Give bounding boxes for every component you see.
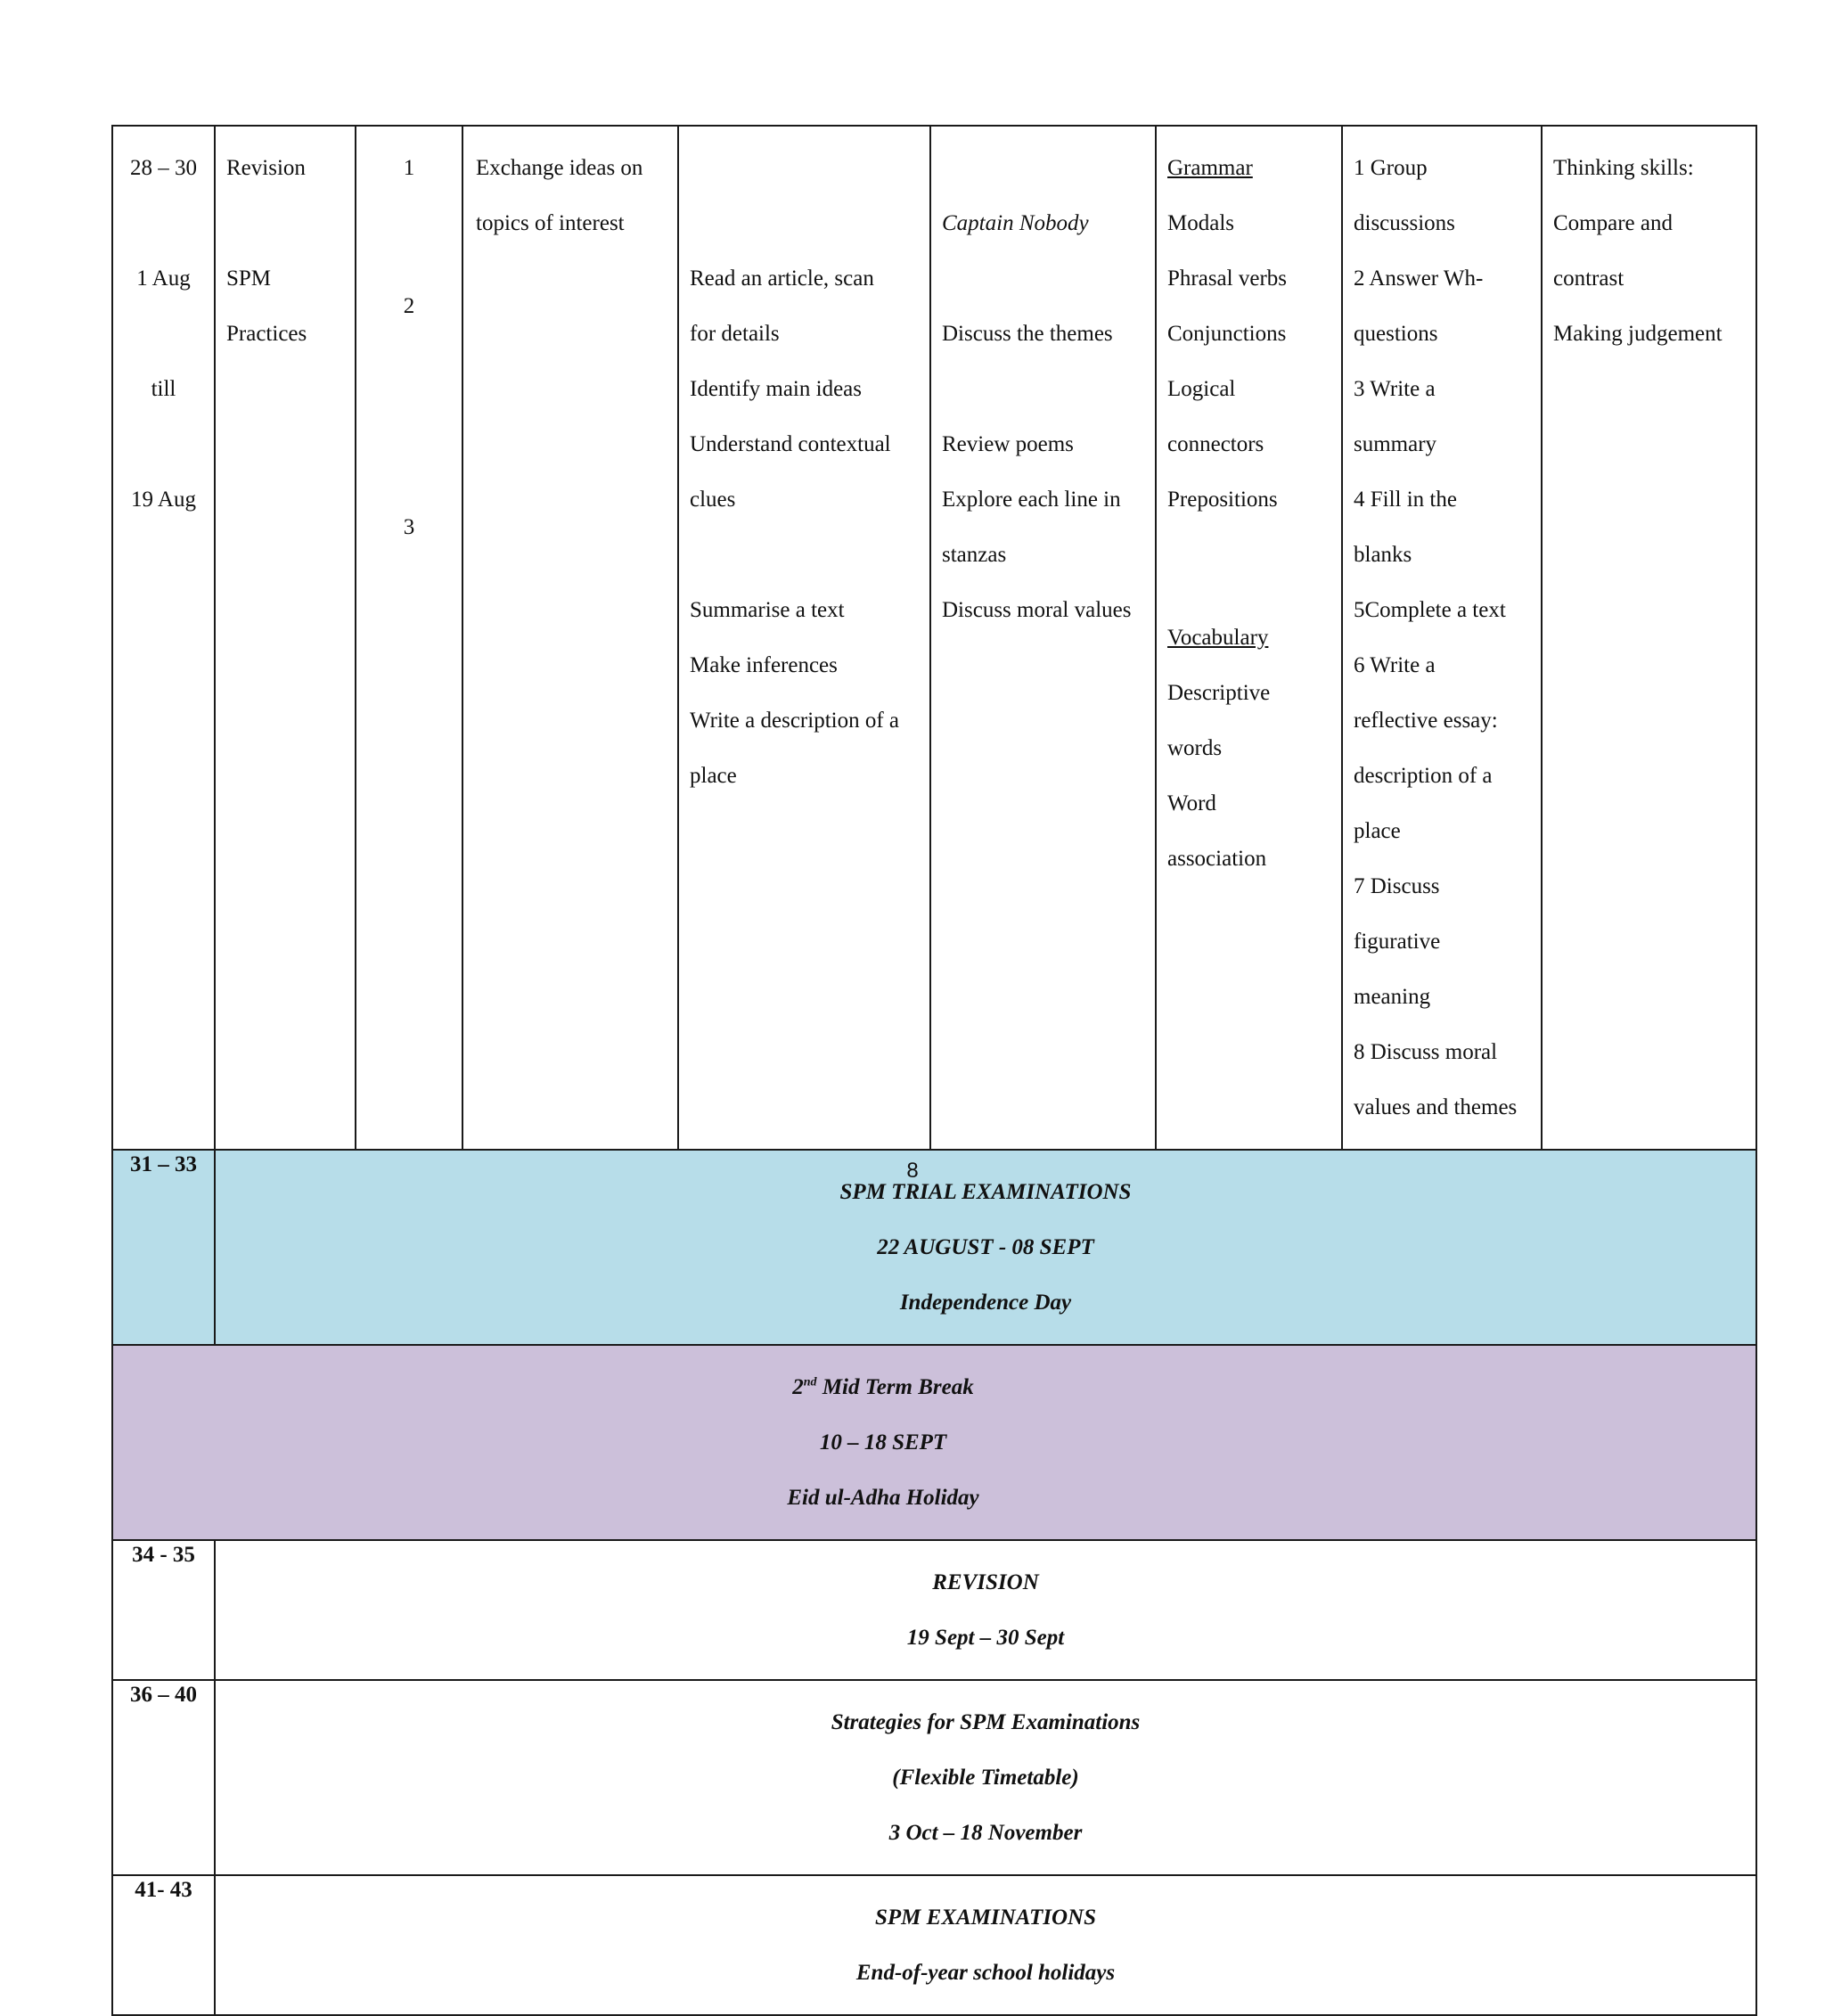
revision-dates: 19 Sept – 30 Sept — [906, 1626, 1065, 1650]
activity-line: 5Complete a text — [1354, 598, 1506, 622]
lesson-cell — [356, 126, 462, 1150]
grammar-item: Conjunctions — [1167, 322, 1287, 346]
literature-line: stanzas — [942, 543, 1007, 567]
reading-line: Write a description of a — [690, 709, 900, 733]
literature-line: Discuss the themes — [942, 322, 1113, 346]
vocabulary-item: Descriptive — [1167, 681, 1271, 705]
strategies-week: 36 – 40 — [112, 1680, 215, 1875]
skills-line: Thinking skills: — [1553, 156, 1694, 180]
trial-holiday: Independence Day — [899, 1291, 1072, 1315]
week-end-date: 19 Aug — [131, 488, 196, 512]
activity-line: blanks — [1354, 543, 1412, 567]
activity-line: 8 Discuss moral — [1354, 1040, 1498, 1064]
activity-line: discussions — [1354, 211, 1455, 235]
strategies-note: (Flexible Timetable) — [892, 1766, 1079, 1790]
literature-cell — [930, 126, 1156, 1150]
exam-week: 41- 43 — [112, 1875, 215, 2015]
exam-holidays: End-of-year school holidays — [855, 1961, 1116, 1985]
trial-dates: 22 AUGUST - 08 SEPT — [877, 1235, 1094, 1259]
activity-line: 7 Discuss — [1354, 874, 1440, 898]
theme-cell — [215, 126, 356, 1150]
activity-line: figurative — [1354, 930, 1441, 954]
vocabulary-heading: Vocabulary — [1167, 626, 1269, 650]
mid-term-break-row — [112, 1345, 1756, 1540]
break-holiday: Eid ul-Adha Holiday — [787, 1486, 979, 1510]
break-dates: 10 – 18 SEPT — [819, 1430, 947, 1455]
activity-line: 6 Write a — [1354, 653, 1436, 677]
week-start-date: 1 Aug — [136, 266, 191, 291]
reading-line: Make inferences — [690, 653, 838, 677]
reading-line: for details — [690, 322, 780, 346]
literature-line: Review poems — [942, 432, 1074, 456]
skills-line: Compare and — [1553, 211, 1673, 235]
reading-line: Summarise a text — [690, 598, 845, 622]
vocabulary-item: Word — [1167, 791, 1216, 815]
revision-weeks-row — [112, 126, 1756, 1150]
revision-week: 34 - 35 — [112, 1540, 215, 1680]
skills-cell — [1542, 126, 1756, 1150]
grammar-item: Prepositions — [1167, 488, 1278, 512]
activity-line: 3 Write a — [1354, 377, 1436, 401]
activity-line: 2 Answer Wh- — [1354, 266, 1484, 291]
reading-line: clues — [690, 488, 736, 512]
theme-spm: SPM — [226, 266, 272, 291]
mid-term-break-band — [112, 1345, 1756, 1540]
literature-line: Explore each line in — [942, 488, 1121, 512]
lesson-number: 3 — [403, 515, 415, 539]
reading-line: place — [690, 764, 737, 788]
reading-line: Identify main ideas — [690, 377, 862, 401]
lesson-number: 1 — [403, 156, 415, 180]
page-number: 8 — [906, 1159, 919, 1183]
literature-line: Discuss moral values — [942, 598, 1132, 622]
exam-title: SPM EXAMINATIONS — [875, 1905, 1096, 1930]
vocabulary-item: association — [1167, 847, 1267, 871]
grammar-item: Modals — [1167, 211, 1234, 235]
spm-exam-row — [112, 1875, 1756, 2015]
grammar-heading: Grammar — [1167, 156, 1253, 180]
vocabulary-item: words — [1167, 736, 1223, 760]
revision-row — [112, 1540, 1756, 1680]
activity-line: description of a — [1354, 764, 1493, 788]
break-title: 2nd Mid Term Break — [792, 1375, 974, 1399]
grammar-item: Phrasal verbs — [1167, 266, 1287, 291]
strategies-dates: 3 Oct – 18 November — [888, 1821, 1083, 1845]
grammar-item: Logical — [1167, 377, 1236, 401]
activity-line: place — [1354, 819, 1401, 843]
literature-title: Captain Nobody — [942, 211, 1089, 235]
trial-week: 31 – 33 — [112, 1150, 215, 1345]
reading-line: Understand contextual — [690, 432, 891, 456]
theme-revision: Revision — [226, 156, 306, 180]
strategies-title: Strategies for SPM Examinations — [831, 1710, 1141, 1734]
reading-skills-cell — [678, 126, 930, 1150]
week-range: 28 – 30 — [130, 156, 197, 180]
activity-line: questions — [1354, 322, 1438, 346]
activity-line: 1 Group — [1354, 156, 1428, 180]
activity-line: summary — [1354, 432, 1437, 456]
strategies-band — [215, 1680, 1756, 1875]
grammar-item: connectors — [1167, 432, 1264, 456]
week-till: till — [151, 377, 176, 401]
skills-line: contrast — [1553, 266, 1624, 291]
activity-line: values and themes — [1354, 1095, 1518, 1119]
skills-line: Making judgement — [1553, 322, 1723, 346]
exam-band — [215, 1875, 1756, 2015]
revision-title: REVISION — [932, 1570, 1039, 1594]
language-focus-cell — [1156, 126, 1342, 1150]
activity-line: meaning — [1354, 985, 1431, 1009]
week-cell — [112, 126, 215, 1150]
activity-line: reflective essay: — [1354, 709, 1498, 733]
topic-line: Exchange ideas on — [476, 156, 643, 180]
activity-line: 4 Fill in the — [1354, 488, 1457, 512]
trial-title: SPM TRIAL EXAMINATIONS — [839, 1180, 1132, 1204]
topic-cell — [462, 126, 678, 1150]
activities-cell — [1342, 126, 1542, 1150]
scheme-of-work-table — [111, 125, 1757, 2016]
theme-practices: Practices — [226, 322, 307, 346]
reading-line: Read an article, scan — [690, 266, 874, 291]
topic-line: topics of interest — [476, 211, 625, 235]
revision-band — [215, 1540, 1756, 1680]
strategies-row — [112, 1680, 1756, 1875]
lesson-number: 2 — [403, 294, 415, 318]
